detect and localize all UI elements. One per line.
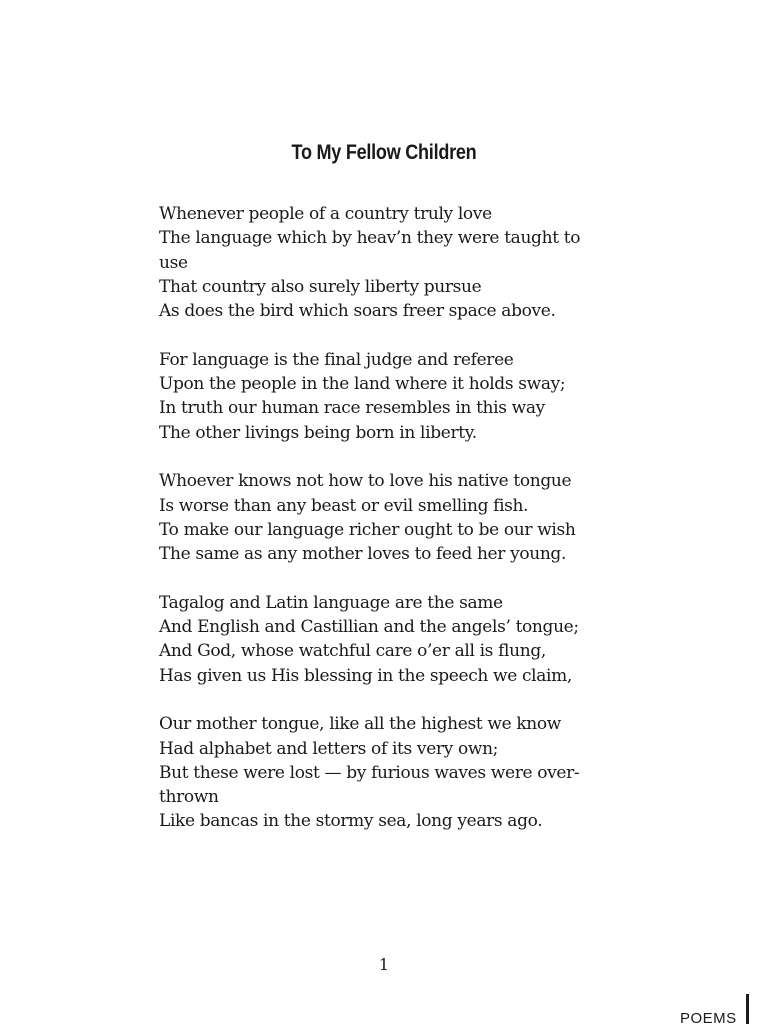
poem-line: That country also surely liberty pursue xyxy=(159,276,482,297)
stanza-4 xyxy=(159,591,649,688)
stanza-5 xyxy=(159,712,649,833)
poem-line: And English and Castillian and the angels’ tongue; xyxy=(159,617,579,638)
poem-line: The other livings being born in liberty. xyxy=(159,422,477,443)
stanza-1 xyxy=(159,202,649,323)
poem-line: The same as any mother loves to feed her young. xyxy=(159,544,567,565)
page-number: 1 xyxy=(378,955,390,974)
poem-line: Tagalog and Latin language are the same xyxy=(159,592,503,613)
poem-line: To make our language richer ought to be our wish xyxy=(159,519,576,540)
section-divider xyxy=(746,994,749,1024)
stanza-3 xyxy=(159,469,649,566)
poem-line: Has given us His blessing in the speech we claim, xyxy=(159,665,572,686)
stanza-2 xyxy=(159,348,649,445)
poem-line: Whoever knows not how to love his native tongue xyxy=(159,471,572,492)
poem-line: Whenever people of a country truly love xyxy=(159,204,492,224)
poem-line: As does the bird which soars freer space above. xyxy=(159,301,556,322)
poem-line: The language which by heav’n they were taught to xyxy=(159,228,581,249)
poem-line: For language is the final judge and referee xyxy=(159,349,514,370)
poem-line: And God, whose watchful care o’er all is flung, xyxy=(159,641,546,662)
poem-line: Had alphabet and letters of its very own; xyxy=(159,738,499,759)
poem-line: thrown xyxy=(159,787,219,808)
poem-line: In truth our human race resembles in this way xyxy=(159,398,545,419)
poem-body xyxy=(159,202,649,858)
poem-line: Our mother tongue, like all the highest we know xyxy=(159,714,561,735)
poem-title: To My Fellow Children xyxy=(291,141,477,164)
poem-line: Is worse than any beast or evil smelling fish. xyxy=(159,495,529,516)
poem-line: Upon the people in the land where it holds sway; xyxy=(159,374,566,395)
poem-line: Like bancas in the stormy sea, long years ago. xyxy=(159,811,543,832)
poem-line: use xyxy=(159,252,188,273)
poem-line: But these were lost — by furious waves were over- xyxy=(159,762,580,783)
section-label: POEMS xyxy=(680,1010,737,1027)
